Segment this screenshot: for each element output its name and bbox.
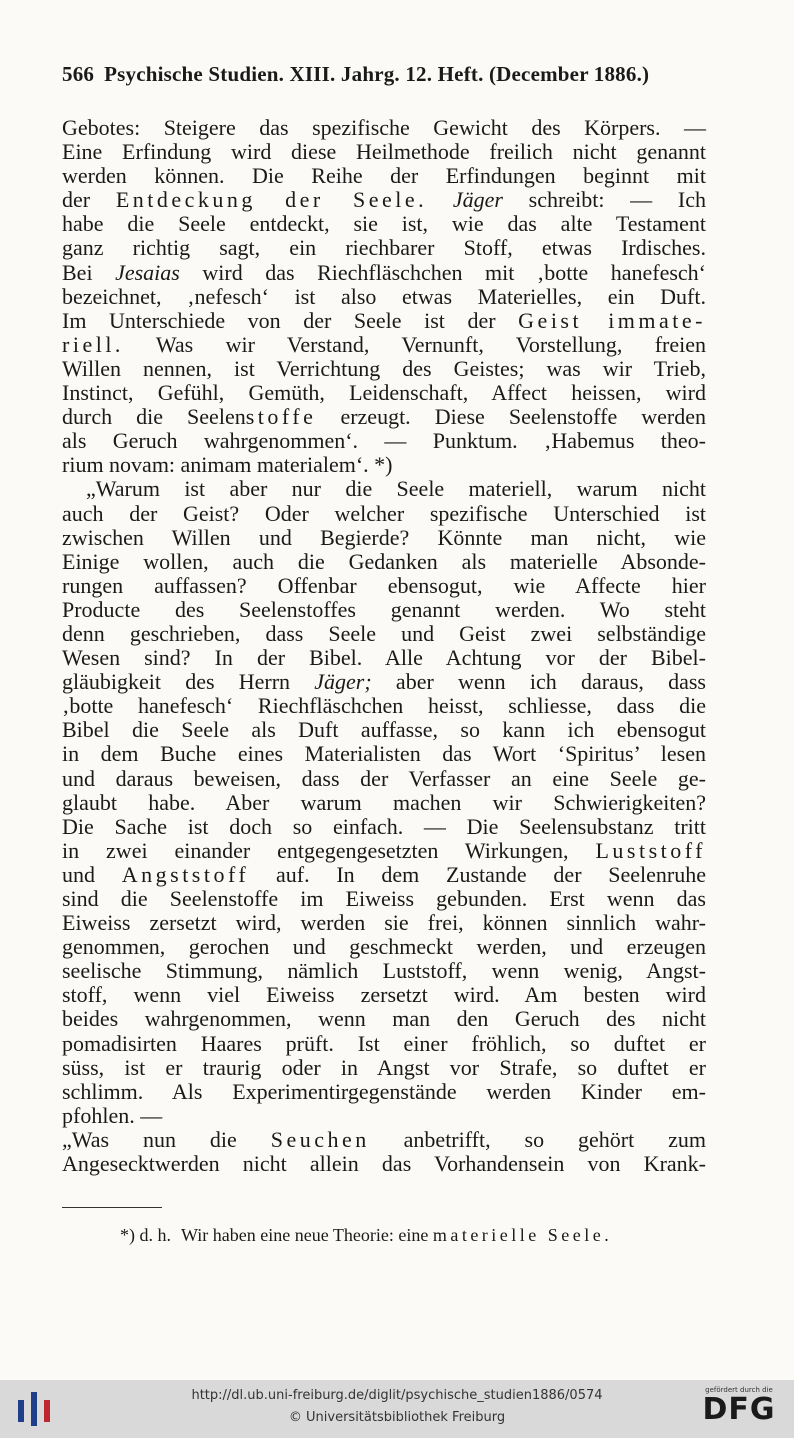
text-line	[62, 694, 706, 718]
text-line	[62, 236, 706, 260]
text-line	[62, 1007, 706, 1031]
text-line	[62, 574, 706, 598]
text-line	[62, 646, 706, 670]
text-line	[62, 164, 706, 188]
text-segment: auch der Geist? Oder welcher spezifische Unterschied ist	[62, 500, 706, 526]
dfg-logo	[696, 1386, 782, 1432]
text-line	[62, 839, 706, 863]
text-line	[62, 887, 706, 911]
text-segment: Die Sache ist doch so einfach. — Die Seelensubstanz tritt	[62, 813, 706, 839]
text-line	[62, 935, 706, 959]
text-segment: Angesecktwerden nicht allein das Vorhandensein von Krank-	[62, 1151, 706, 1177]
text-segment: rium novam: animam materialem‘. *)	[62, 452, 393, 478]
footnote-text-spaced: materielle Seele.	[432, 1225, 613, 1245]
text-line	[62, 357, 706, 381]
text-line	[62, 116, 706, 140]
text-segment: zwischen Willen und Begierde? Könnte man nicht, wie	[62, 524, 706, 550]
text-segment: und daraus beweisen, dass der Verfasser an eine Seele ge-	[62, 765, 706, 791]
text-segment: Eiweiss zersetzt wird, werden sie frei, können sinnlich wahr-	[62, 910, 706, 936]
text-line	[62, 1056, 706, 1080]
text-segment: denn geschrieben, dass Seele und Geist zwei selbständige	[62, 620, 706, 646]
text-segment: Einige wollen, auch die Gedanken als materielle Absonde-	[62, 548, 706, 574]
text-segment: Bibel die Seele als Duft auffasse, so kann ich ebensogut	[62, 717, 706, 743]
text-segment: Wesen sind? In der Bibel. Alle Achtung vor der Bibel-	[62, 645, 706, 671]
dfg-logo-text: DFG	[702, 1392, 776, 1427]
text-line	[62, 598, 706, 622]
document-url-link[interactable]: http://dl.ub.uni-freiburg.de/diglit/psychische_studien1886/0574	[191, 1388, 603, 1403]
spaced-emphasis: Luststoff	[595, 837, 706, 863]
text-segment: in dem Buche eines Materialisten das Wort ‘Spiritus’ lesen	[62, 741, 706, 767]
spaced-emphasis: Geist immate-	[518, 307, 706, 333]
text-segment: ganz richtig sagt, ein riechbarer Stoff, etwas Irdisches.	[62, 235, 706, 261]
text-line	[62, 502, 706, 526]
text-segment: bezeichnet, ‚nefesch‘ ist also etwas Materielles, ein Duft.	[62, 283, 706, 309]
text-segment: schreibt: — Ich	[502, 187, 706, 213]
page-number: 566	[62, 62, 95, 86]
spaced-emphasis: riell.	[62, 331, 124, 357]
text-segment: als Geruch wahrgenommen‘. — Punktum. ‚Habemus theo-	[62, 428, 706, 454]
text-segment: Bei	[62, 259, 116, 285]
text-line	[62, 285, 706, 309]
italic-name: Jesaias	[115, 259, 180, 285]
text-segment: werden können. Die Reihe der Erfindungen beginnt mit	[62, 163, 706, 189]
text-segment: sind die Seelenstoffe im Eiweiss gebunden. Erst wenn das	[62, 886, 706, 911]
text-line	[62, 815, 706, 839]
viewer-footer	[0, 1380, 794, 1438]
text-segment: und	[62, 861, 122, 887]
text-line	[62, 477, 706, 501]
spaced-emphasis: Angststoff	[121, 861, 250, 887]
text-line	[62, 405, 706, 429]
text-line	[62, 959, 706, 983]
text-line	[62, 212, 706, 236]
text-line	[62, 550, 706, 574]
text-line	[62, 453, 706, 477]
spaced-emphasis: stoffe	[245, 404, 317, 430]
text-segment: habe die Seele entdeckt, sie ist, wie das alte Testament	[62, 211, 706, 237]
footnote-divider	[62, 1207, 162, 1208]
text-segment: rungen auffassen? Offenbar ebensogut, wie Affecte hier	[62, 572, 706, 598]
text-line	[62, 863, 706, 887]
text-line	[62, 742, 706, 766]
text-line	[62, 381, 706, 405]
funder-caption: gefördert durch die	[705, 1386, 773, 1394]
footnote	[120, 1225, 710, 1246]
spaced-emphasis: Seuchen	[270, 1126, 370, 1152]
text-line	[62, 1104, 706, 1128]
spaced-emphasis: Entdeckung der Seele.	[115, 187, 428, 213]
text-line	[62, 333, 706, 357]
text-segment: schlimm. Als Experimentirgegenstände werden Kinder em-	[62, 1078, 706, 1104]
text-segment: Gebotes: Steigere das spezifische Gewicht des Körpers. —	[62, 115, 706, 140]
text-line	[62, 791, 706, 815]
text-line	[62, 261, 706, 285]
text-segment: pfohlen. —	[62, 1102, 163, 1128]
text-segment: beides wahrgenommen, wenn man den Geruch des nicht	[62, 1006, 706, 1032]
text-segment: anbetrifft, so gehört zum	[369, 1126, 706, 1152]
text-segment: in zwei einander entgegengesetzten Wirkungen,	[62, 837, 596, 863]
text-line	[62, 1128, 706, 1152]
text-segment: „Was nun die	[62, 1126, 271, 1152]
copyright-notice: © Universitätsbibliothek Freiburg	[288, 1410, 506, 1425]
text-segment: Instinct, Gefühl, Gemüth, Leidenschaft, Affect heissen, wird	[62, 380, 706, 406]
text-line	[62, 309, 706, 333]
text-line	[62, 983, 706, 1007]
text-segment: erzeugt. Diese Seelenstoffe werden	[316, 404, 706, 430]
text-line	[62, 767, 706, 791]
text-line	[62, 1080, 706, 1104]
text-segment: Was wir Verstand, Vernunft, Vorstellung, freien	[123, 331, 706, 357]
text-line	[62, 140, 706, 164]
text-segment: genommen, gerochen und geschmeckt werden, und erzeugen	[62, 934, 706, 960]
text-line	[62, 718, 706, 742]
text-segment: Im Unterschiede von der Seele ist der	[62, 307, 519, 333]
text-line	[62, 911, 706, 935]
text-segment: Eine Erfindung wird diese Heilmethode freilich nicht genannt	[62, 139, 706, 165]
text-line	[62, 622, 706, 646]
text-segment: stoff, wenn viel Eiweiss zersetzt wird. Am besten wird	[62, 982, 706, 1008]
footnote-text: Wir haben eine neue Theorie: eine	[181, 1225, 433, 1245]
body-text	[62, 116, 706, 1176]
text-segment: glaubt habe. Aber warum machen wir Schwierigkeiten?	[62, 789, 706, 815]
text-line	[62, 429, 706, 453]
running-title: Psychische Studien. XIII. Jahrg. 12. Heft. (December 1886.)	[104, 62, 650, 86]
text-segment: Willen nennen, ist Verrichtung des Geistes; was wir Trieb,	[62, 355, 706, 381]
text-segment: der	[62, 187, 116, 213]
running-header	[62, 62, 702, 87]
text-segment: Producte des Seelenstoffes genannt werden. Wo steht	[62, 596, 706, 622]
text-segment: „Warum ist aber nur die Seele materiell, warum nicht	[86, 476, 706, 502]
footnote-marker: *) d. h.	[120, 1225, 171, 1245]
text-segment: aber wenn ich daraus, dass	[371, 669, 706, 695]
text-segment: wird das Riechfläschchen mit ‚botte hanefesch‘	[179, 259, 706, 285]
text-line	[62, 188, 706, 212]
text-segment: pomadisirten Haares prüft. Ist einer fröhlich, so duftet er	[62, 1030, 706, 1056]
text-segment: durch die Seelen	[62, 404, 246, 430]
text-segment: auf. In dem Zustande der Seelenruhe	[249, 861, 706, 887]
italic-name: Jäger	[452, 187, 503, 213]
text-segment	[427, 187, 453, 212]
text-segment: ‚botte hanefesch‘ Riechfläschchen heisst, schliesse, dass die	[62, 693, 706, 719]
italic-name: Jäger;	[314, 669, 372, 695]
text-segment: süss, ist er traurig oder in Angst vor Strafe, so duftet er	[62, 1054, 706, 1080]
text-line	[62, 1032, 706, 1056]
text-line	[62, 526, 706, 550]
text-segment: gläubigkeit des Herrn	[62, 669, 315, 695]
text-segment: seelische Stimmung, nämlich Luststoff, wenn wenig, Angst-	[62, 958, 706, 984]
text-line	[62, 670, 706, 694]
text-line	[62, 1152, 706, 1176]
